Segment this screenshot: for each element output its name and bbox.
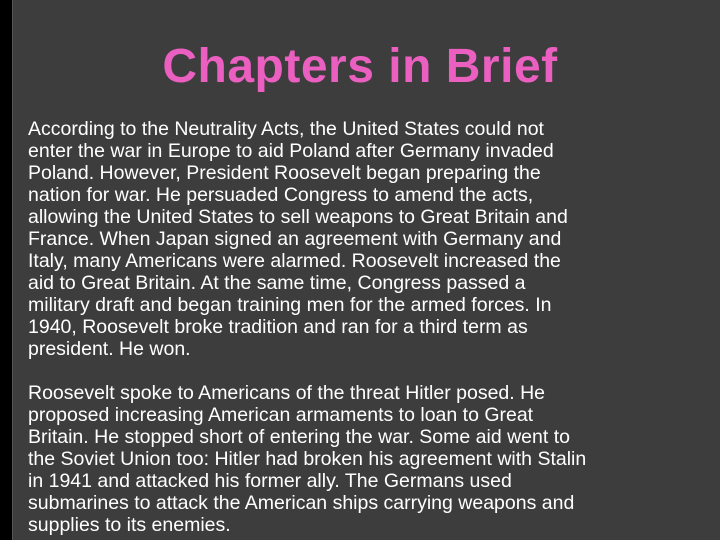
slide-title: Chapters in Brief: [162, 40, 558, 93]
paragraph-hitler-threat: Roosevelt spoke to Americans of the threat Hitler posed. He proposed increasing American armaments to loan to Great Britain. He stopped short of entering the war. Some aid went to the Soviet Union too: Hitler had broken his agreement with Stalin in 1941 and attacked his former ally. The Germans used submarines to attack the American ships carrying weapons and supplies to its enemies.: [28, 382, 587, 536]
slide-body: [28, 118, 708, 536]
paragraph-neutrality-acts: According to the Neutrality Acts, the United States could not enter the war in Europe to aid Poland after Germany invaded Poland. However, President Roosevelt began preparing the nation for war. He persuaded Congress to amend the acts, allowing the United States to sell weapons to Great Britain and France. When Japan signed an agreement with Germany and Italy, many Americans were alarmed. Roosevelt increased the aid to Great Britain. At the same time, Congress passed a military draft and began training men for the armed forces. In 1940, Roosevelt broke tradition and ran for a third term as president. He won.: [28, 118, 568, 360]
